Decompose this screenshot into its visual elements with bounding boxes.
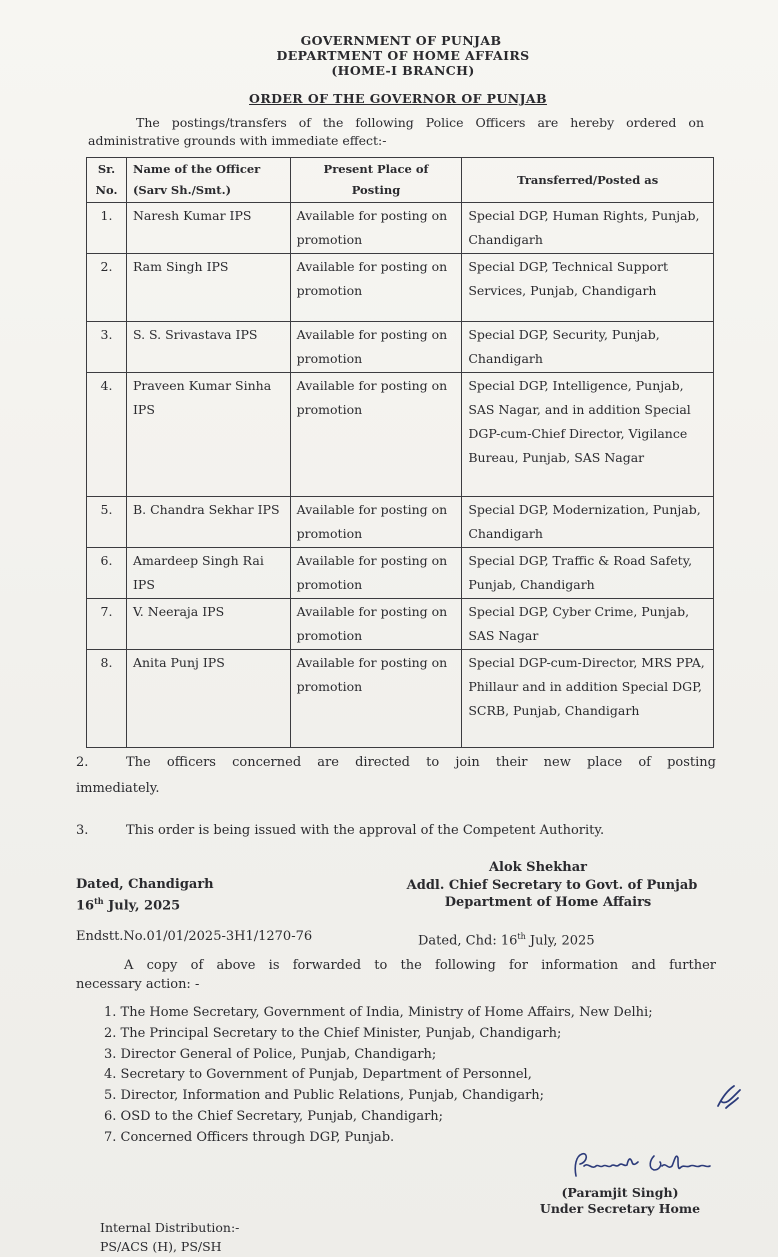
- header-transferred-text: Transferred/Posted as: [517, 172, 659, 187]
- cell-officer-name: V. Neeraja IPS: [126, 599, 290, 650]
- header-department: DEPARTMENT OF HOME AFFAIRS: [276, 48, 530, 63]
- header-sr-line2: No.: [95, 183, 118, 197]
- cell-present-posting: Available for posting on promotion: [290, 497, 462, 548]
- cell-posted-as: Special DGP, Security, Punjab, Chandigarh: [462, 322, 714, 373]
- cell-posted-as: Special DGP, Traffic & Road Safety, Punjab, Chandigarh: [462, 548, 714, 599]
- internal-distribution: [100, 1218, 239, 1256]
- table-row: [87, 254, 714, 322]
- table-row: [87, 203, 714, 254]
- signature-icon: [570, 1148, 730, 1184]
- list-item: 6. OSD to the Chief Secretary, Punjab, Chandigarh;: [104, 1108, 444, 1124]
- paragraph-3-text: This order is being issued with the approval of the Competent Authority.: [126, 823, 605, 838]
- intro-line-1: The postings/transfers of the following Police Officers are hereby ordered on: [136, 115, 704, 130]
- copy-forward-text: [76, 956, 716, 994]
- cell-sr: 1.: [87, 203, 127, 254]
- cell-present-posting: Available for posting on promotion: [290, 373, 462, 497]
- paragraph-3-number: 3.: [76, 823, 89, 838]
- endorsement-date-rest: July, 2025: [525, 933, 595, 949]
- header-present-line1: Present Place of: [323, 162, 429, 176]
- header-name-line2: (Sarv Sh./Smt.): [132, 183, 232, 197]
- list-item: 5. Director, Information and Public Relations, Punjab, Chandigarh;: [104, 1088, 545, 1104]
- cell-posted-as: Special DGP, Modernization, Punjab, Chandigarh: [462, 497, 714, 548]
- cell-present-posting: Available for posting on promotion: [290, 322, 462, 373]
- dated-place: Dated, Chandigarh: [76, 877, 214, 892]
- signatory2-designation: Under Secretary Home: [539, 1201, 701, 1216]
- cell-officer-name: Praveen Kumar Sinha IPS: [126, 373, 290, 497]
- cell-officer-name: S. S. Srivastava IPS: [126, 322, 290, 373]
- postings-table: [86, 157, 714, 748]
- copy-line-2: necessary action: -: [76, 977, 200, 992]
- recipient-list: [104, 1003, 724, 1149]
- list-item: 4. Secretary to Government of Punjab, Department of Personnel,: [104, 1067, 532, 1083]
- cell-present-posting: Available for posting on promotion: [290, 548, 462, 599]
- header-sr-no: [87, 158, 127, 203]
- intro-line-2: administrative grounds with immediate effect:-: [88, 133, 387, 148]
- endorsement-date: [418, 928, 595, 950]
- cell-officer-name: B. Chandra Sekhar IPS: [126, 497, 290, 548]
- cell-sr: 5.: [87, 497, 127, 548]
- table-header-row: [87, 158, 714, 203]
- cell-sr: 7.: [87, 599, 127, 650]
- endorsement-date-prefix: Dated, Chd: 16: [418, 933, 518, 949]
- cell-sr: 4.: [87, 373, 127, 497]
- cell-officer-name: Amardeep Singh Rai IPS: [126, 548, 290, 599]
- paragraph-2-text: The officers concerned are directed to join their new place of posting: [126, 755, 716, 770]
- endorsement-line: [76, 928, 716, 949]
- endorsement-date-suffix: th: [517, 932, 526, 941]
- header-present-posting: [290, 158, 462, 203]
- cell-present-posting: Available for posting on promotion: [290, 650, 462, 748]
- paragraph-3: [76, 818, 716, 844]
- cell-posted-as: Special DGP, Cyber Crime, Punjab, SAS Nagar: [462, 599, 714, 650]
- signatory-designation: Addl. Chief Secretary to Govt. of Punjab: [406, 878, 698, 893]
- cell-officer-name: Naresh Kumar IPS: [126, 203, 290, 254]
- header-name-line1: Name of the Officer: [132, 162, 261, 176]
- endorsement-number: Endstt.No.01/01/2025-3H1/1270-76: [76, 929, 313, 944]
- cell-posted-as: Special DGP, Technical Support Services, Punjab, Chandigarh: [462, 254, 714, 322]
- signatory2-name: (Paramjit Singh): [561, 1185, 679, 1200]
- internal-distribution-value: PS/ACS (H), PS/SH: [100, 1239, 222, 1254]
- list-item: 7. Concerned Officers through DGP, Punjab.: [104, 1129, 395, 1145]
- dated-date: [76, 893, 214, 914]
- intro-paragraph: [88, 114, 704, 150]
- dated-block: [76, 876, 214, 914]
- paragraph-2-number: 2.: [76, 755, 89, 770]
- table-row: [87, 599, 714, 650]
- header-branch: (HOME-I BRANCH): [331, 63, 475, 78]
- cell-posted-as: Special DGP, Intelligence, Punjab, SAS Nagar, and in addition Special DGP-cum-Chief Director, Vigilance Bureau, Punjab, SAS Nagar: [462, 373, 714, 497]
- header-present-line2: Posting: [351, 183, 401, 197]
- header-sr-line1: Sr.: [97, 162, 116, 176]
- cell-sr: 3.: [87, 322, 127, 373]
- cell-sr: 2.: [87, 254, 127, 322]
- dated-day: 16: [76, 898, 95, 914]
- initials-mark-icon: [712, 1082, 744, 1112]
- dated-day-suffix: th: [94, 896, 104, 906]
- cell-officer-name: Anita Punj IPS: [126, 650, 290, 748]
- list-item: 3. Director General of Police, Punjab, Chandigarh;: [104, 1046, 437, 1062]
- copy-line-1: A copy of above is forwarded to the following for information and further: [124, 958, 716, 973]
- cell-sr: 8.: [87, 650, 127, 748]
- cell-posted-as: Special DGP-cum-Director, MRS PPA, Phillaur and in addition Special DGP, SCRB, Punjab, Chandigarh: [462, 650, 714, 748]
- signatory-name: Alok Shekhar: [488, 860, 588, 875]
- header-officer-name: [126, 158, 290, 203]
- internal-distribution-label: Internal Distribution:-: [100, 1220, 240, 1235]
- cell-present-posting: Available for posting on promotion: [290, 599, 462, 650]
- paragraph-2: [76, 750, 716, 802]
- cell-present-posting: Available for posting on promotion: [290, 254, 462, 322]
- cell-officer-name: Ram Singh IPS: [126, 254, 290, 322]
- paragraph-2-line-1: [76, 750, 716, 776]
- list-item: 2. The Principal Secretary to the Chief Minister, Punjab, Chandigarh;: [104, 1025, 562, 1041]
- table-row: [87, 322, 714, 373]
- table-row: [87, 548, 714, 599]
- order-title: ORDER OF THE GOVERNOR OF PUNJAB: [249, 91, 547, 106]
- cell-posted-as: Special DGP, Human Rights, Punjab, Chandigarh: [462, 203, 714, 254]
- table-row: [87, 373, 714, 497]
- signatory-department: Department of Home Affairs: [444, 895, 652, 910]
- list-item: 1. The Home Secretary, Government of India, Ministry of Home Affairs, New Delhi;: [104, 1005, 653, 1020]
- dated-month-year: July, 2025: [103, 898, 181, 914]
- cell-sr: 6.: [87, 548, 127, 599]
- table-row: [87, 497, 714, 548]
- paragraph-2-line-2: immediately.: [76, 781, 160, 796]
- header-transferred-posted: [462, 158, 714, 203]
- table-row: [87, 650, 714, 748]
- cell-present-posting: Available for posting on promotion: [290, 203, 462, 254]
- header-government: GOVERNMENT OF PUNJAB: [300, 33, 502, 48]
